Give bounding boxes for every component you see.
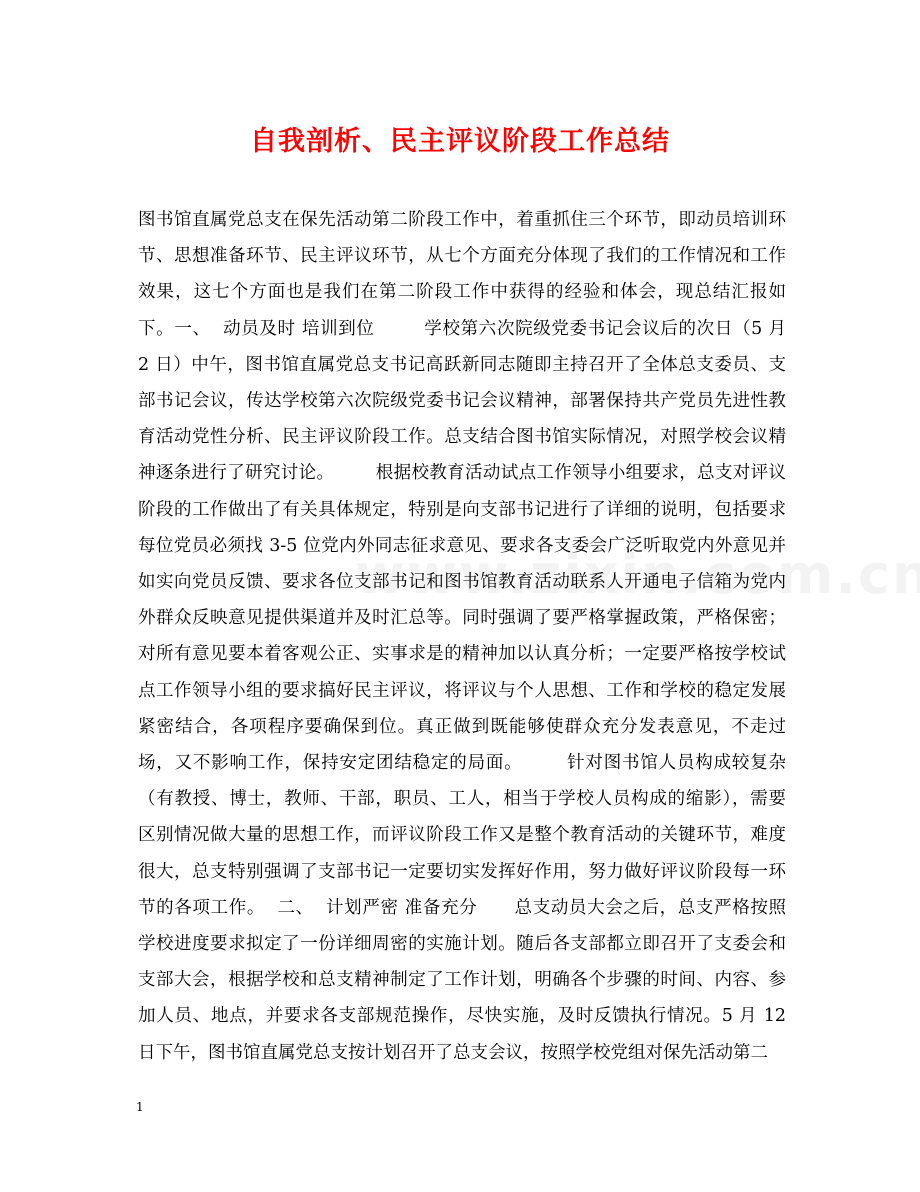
body-line: 阶段的工作做出了有关具体规定，特别是向支部书记进行了详细的说明，包括要求 [138, 499, 786, 520]
body-line: 外群众反映意见提供渠道并及时汇总等。同时强调了要严格掌握政策，严格保密； [138, 608, 786, 629]
body-line: 节、思想准备环节、民主评议环节，从七个方面充分体现了我们的工作情况和工作 [138, 246, 786, 267]
body-line: 对所有意见要本着客观公正、实事求是的精神加以认真分析；一定要严格按学校试 [138, 644, 786, 665]
body-line: 支部大会，根据学校和总支精神制定了工作计划，明确各个步骤的时间、内容、参 [138, 970, 786, 991]
body-line: 紧密结合，各项程序要确保到位。真正做到既能够使群众充分发表意见，不走过 [138, 716, 786, 737]
page-number: 1 [136, 1100, 144, 1114]
body-line: 部书记会议，传达学校第六次院级党委书记会议精神，部署保持共产党员先进性教 [138, 391, 786, 412]
body-line: （有教授、博士，教师、干部，职员、工人，相当于学校人员构成的缩影），需要 [138, 789, 786, 810]
document-body [136, 202, 786, 1071]
body-line: 下。一、 动员及时 培训到位 学校第六次院级党委书记会议后的次日（5 月 [138, 318, 786, 339]
body-line: 区别情况做大量的思想工作，而评议阶段工作又是整个教育活动的关键环节，难度 [138, 825, 786, 846]
body-line: 2 日）中午，图书馆直属党总支书记高跃新同志随即主持召开了全体总支委员、支 [138, 354, 786, 375]
body-line: 学校进度要求拟定了一份详细周密的实施计划。随后各支部都立即召开了支委会和 [138, 934, 786, 955]
body-line: 场，又不影响工作，保持安定团结稳定的局面。 针对图书馆人员构成较复杂 [138, 753, 786, 774]
body-line: 节的各项工作。 二、 计划严密 准备充分 总支动员大会之后，总支严格按照 [138, 897, 786, 918]
body-line: 很大，总支特别强调了支部书记一定要切实发挥好作用，努力做好评议阶段每一环 [138, 861, 786, 882]
document-title: 自我剖析、民主评议阶段工作总结 [250, 126, 670, 157]
body-line: 图书馆直属党总支在保先活动第二阶段工作中，着重抓住三个环节，即动员培训环 [138, 210, 786, 230]
body-line: 效果，这七个方面也是我们在第二阶段工作中获得的经验和体会，现总结汇报如 [138, 282, 786, 303]
body-line: 神逐条进行了研究讨论。 根据校教育活动试点工作领导小组要求，总支对评议 [138, 463, 786, 484]
body-line: 如实向党员反馈、要求各位支部书记和图书馆教育活动联系人开通电子信箱为党内 [138, 572, 786, 593]
body-line: 点工作领导小组的要求搞好民主评议，将评议与个人思想、工作和学校的稳定发展 [138, 680, 786, 701]
body-line: 加人员、地点，并要求各支部规范操作，尽快实施，及时反馈执行情况。5 月 12 [138, 1006, 786, 1027]
body-line: 育活动党性分析、民主评议阶段工作。总支结合图书馆实际情况，对照学校会议精 [138, 427, 786, 448]
body-line: 日下午，图书馆直属党总支按计划召开了总支会议，按照学校党组对保先活动第二 [138, 1042, 768, 1063]
body-line: 每位党员必须找 3-5 位党内外同志征求意见、要求各支委会广泛听取党内外意见并 [138, 535, 786, 556]
